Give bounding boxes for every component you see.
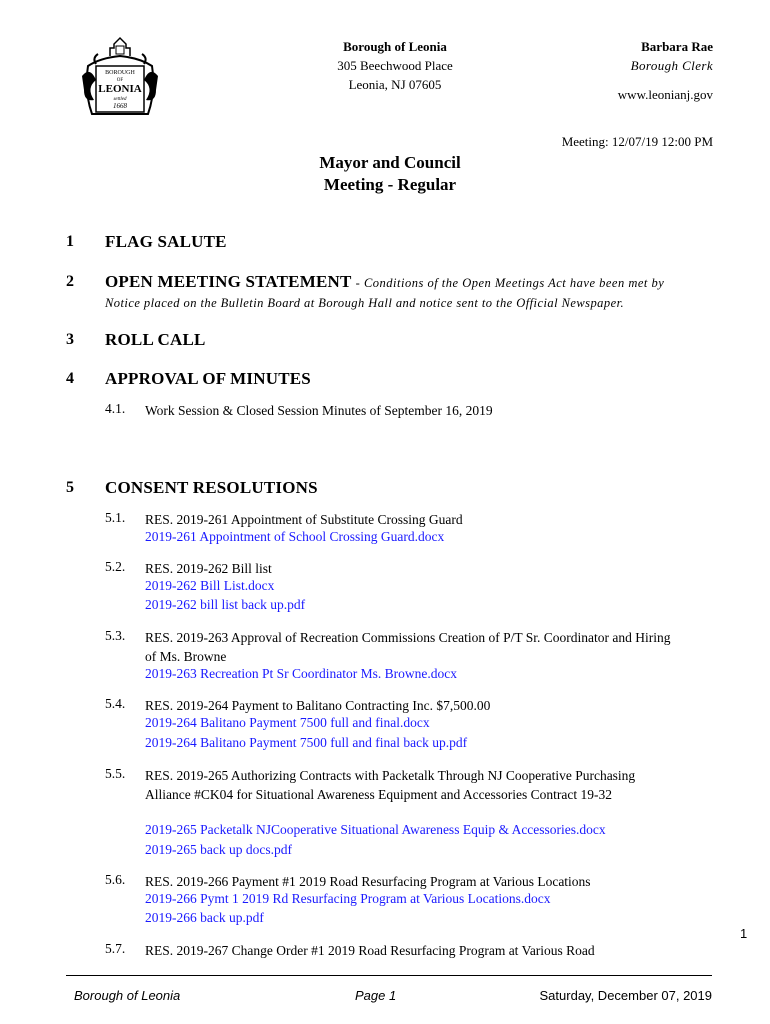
section-title-text: OPEN MEETING STATEMENT	[105, 272, 352, 291]
resolution-text: RES. 2019-265 Authorizing Contracts with Packetalk Through NJ Cooperative Purchasing	[145, 768, 636, 783]
section-number: 5	[66, 479, 74, 496]
org-name: Borough of Leonia	[343, 39, 447, 54]
clerk-title: Borough Clerk	[630, 58, 713, 73]
clerk-name: Barbara Rae	[641, 39, 713, 54]
section-number: 4	[66, 370, 74, 387]
clerk-block	[493, 37, 713, 75]
item-text: Work Session & Closed Session Minutes of September 16, 2019	[145, 403, 493, 418]
item-number: 5.4.	[105, 696, 126, 711]
resolution-text-continued: Alliance #CK04 for Situational Awareness Equipment and Accessories Contract 19-32	[145, 787, 613, 802]
item-number: 5.7.	[105, 941, 126, 956]
seal-text-1: BOROUGH	[105, 70, 135, 76]
address-line-2: Leonia, NJ 07605	[348, 77, 442, 92]
section-title-approval-minutes: APPROVAL OF MINUTES	[105, 369, 311, 388]
footer-date: Saturday, December 07, 2019	[539, 988, 712, 1003]
attachment-link[interactable]: 2019-264 Balitano Payment 7500 full and final.docx	[145, 715, 430, 730]
attachment-link[interactable]: 2019-262 Bill List.docx	[145, 578, 275, 593]
attachment-link[interactable]: 2019-265 back up docs.pdf	[145, 842, 292, 857]
item-number: 5.3.	[105, 628, 126, 643]
meeting-datetime: Meeting: 12/07/19 12:00 PM	[561, 134, 713, 149]
borough-seal-logo	[80, 36, 160, 120]
attachment-link[interactable]: 2019-263 Recreation Pt Sr Coordinator Ms. Browne.docx	[145, 666, 457, 681]
seal-text-5: 1668	[113, 102, 127, 110]
resolution-text: RES. 2019-264 Payment to Balitano Contracting Inc. $7,500.00	[145, 698, 491, 713]
open-meeting-note: - Conditions of the Open Meetings Act have been met by	[355, 276, 665, 290]
resolution-text: RES. 2019-261 Appointment of Substitute Crossing Guard	[145, 512, 463, 527]
item-number: 5.2.	[105, 559, 126, 574]
attachment-link[interactable]: 2019-265 Packetalk NJCooperative Situational Awareness Equip & Accessories.docx	[145, 822, 606, 837]
footer-page: Page 1	[355, 988, 397, 1003]
agenda-title-line-2: Meeting - Regular	[323, 175, 457, 194]
agenda-title-line-1: Mayor and Council	[319, 153, 461, 172]
attachment-link[interactable]: 2019-266 back up.pdf	[145, 910, 264, 925]
seal-text-2: OF	[116, 78, 124, 83]
side-page-number: 1	[740, 926, 748, 941]
resolution-text: RES. 2019-262 Bill list	[145, 561, 272, 576]
footer-divider	[66, 975, 712, 976]
seal-text-3: LEONIA	[98, 83, 142, 95]
section-title-flag-salute: FLAG SALUTE	[105, 232, 227, 251]
item-number: 4.1.	[105, 401, 126, 416]
org-address-block	[300, 37, 490, 94]
item-number: 5.5.	[105, 766, 126, 781]
item-number: 5.6.	[105, 872, 126, 887]
open-meeting-note-continued: Notice placed on the Bulletin Board at Borough Hall and notice sent to the Official Newspaper.	[105, 296, 625, 310]
section-number: 3	[66, 331, 74, 348]
website-link[interactable]: www.leonianj.gov	[617, 87, 713, 102]
section-number: 1	[66, 233, 74, 250]
section-title-open-meeting	[105, 272, 664, 292]
address-line-1: 305 Beechwood Place	[337, 58, 453, 73]
resolution-text: RES. 2019-267 Change Order #1 2019 Road Resurfacing Program at Various Road	[145, 943, 595, 958]
attachment-link[interactable]: 2019-261 Appointment of School Crossing Guard.docx	[145, 529, 445, 544]
resolution-text: RES. 2019-266 Payment #1 2019 Road Resurfacing Program at Various Locations	[145, 874, 591, 889]
section-number: 2	[66, 273, 74, 290]
attachment-link[interactable]: 2019-264 Balitano Payment 7500 full and final back up.pdf	[145, 735, 468, 750]
attachment-link[interactable]: 2019-266 Pymt 1 2019 Rd Resurfacing Program at Various Locations.docx	[145, 891, 551, 906]
resolution-text-continued: of Ms. Browne	[145, 649, 227, 664]
agenda-title	[250, 152, 530, 196]
section-title-consent-resolutions: CONSENT RESOLUTIONS	[105, 478, 318, 497]
item-number: 5.1.	[105, 510, 126, 525]
resolution-text: RES. 2019-263 Approval of Recreation Commissions Creation of P/T Sr. Coordinator and Hiring	[145, 630, 671, 645]
attachment-link[interactable]: 2019-262 bill list back up.pdf	[145, 597, 306, 612]
section-title-roll-call: ROLL CALL	[105, 330, 206, 349]
footer-org: Borough of Leonia	[74, 988, 181, 1003]
seal-text-4: settled	[113, 97, 127, 102]
